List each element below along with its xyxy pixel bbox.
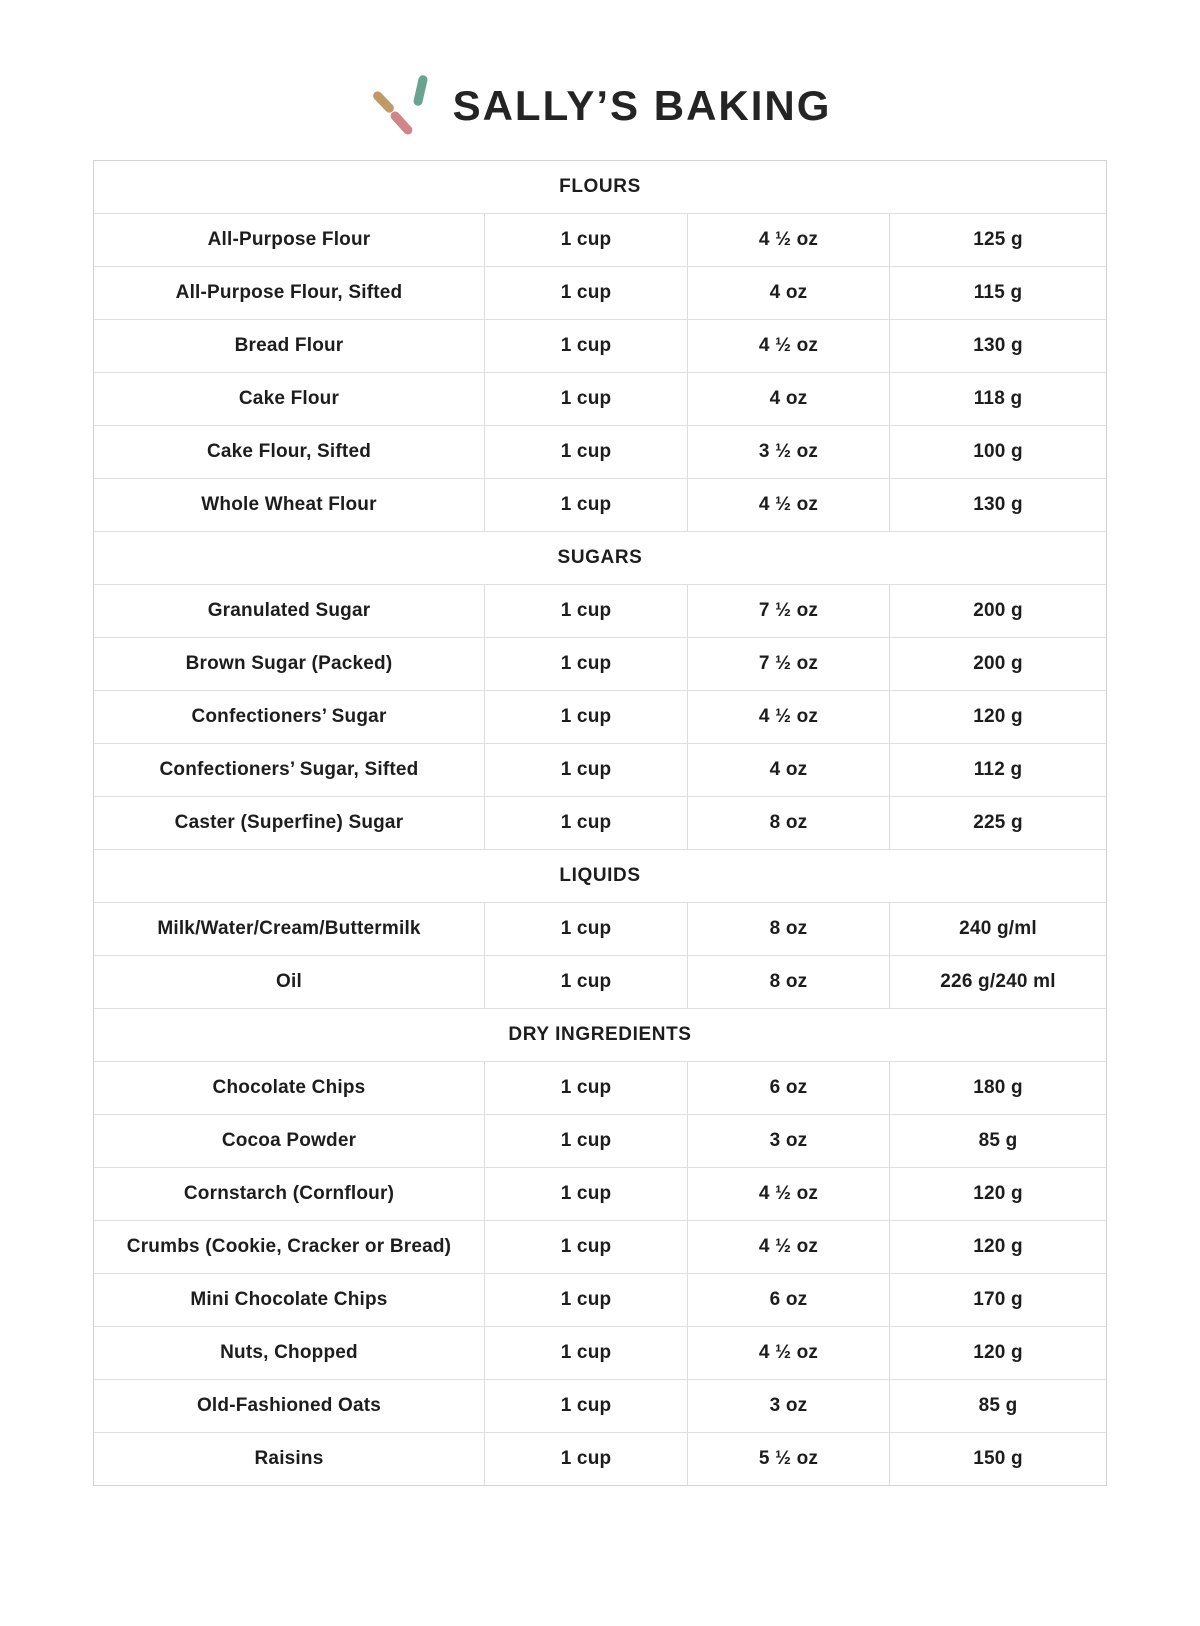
- ingredient-name: Cornstarch (Cornflour): [183, 1183, 395, 1204]
- ounces-value: 4 ½ oz: [687, 479, 889, 531]
- ounces-value: 4 oz: [687, 744, 889, 796]
- ounces-value: 3 oz: [687, 1380, 889, 1432]
- table-row: [94, 743, 1106, 796]
- ounces-value: 3 ½ oz: [687, 426, 889, 478]
- grams-value: 200 g: [889, 638, 1106, 690]
- ingredient-name: Old-Fashioned Oats: [196, 1395, 382, 1416]
- grams-value: 130 g: [889, 320, 1106, 372]
- ingredient-name: Crumbs (Cookie, Cracker or Bread): [126, 1236, 452, 1257]
- volume-value: 1 cup: [484, 797, 687, 849]
- volume-value: 1 cup: [484, 373, 687, 425]
- table-row: [94, 478, 1106, 531]
- volume-value: 1 cup: [484, 267, 687, 319]
- ingredient-name: Nuts, Chopped: [220, 1342, 358, 1363]
- volume-value: 1 cup: [484, 479, 687, 531]
- ounces-value: 4 oz: [687, 373, 889, 425]
- grams-value: 200 g: [889, 585, 1106, 637]
- ingredient-name: Bread Flour: [234, 335, 344, 356]
- ingredient-name: Caster (Superfine) Sugar: [174, 812, 404, 833]
- grams-value: 85 g: [889, 1115, 1106, 1167]
- section-title: LIQUIDS: [559, 865, 641, 886]
- table-row: [94, 319, 1106, 372]
- ounces-value: 7 ½ oz: [687, 585, 889, 637]
- table-row: [94, 1114, 1106, 1167]
- section-header-dry-ingredients: [94, 1008, 1106, 1061]
- ounces-value: 6 oz: [687, 1274, 889, 1326]
- ounces-value: 8 oz: [687, 903, 889, 955]
- sprinkles-icon: [369, 73, 433, 139]
- table-row: [94, 1061, 1106, 1114]
- ingredient-name: Granulated Sugar: [207, 600, 371, 621]
- ounces-value: 4 oz: [687, 267, 889, 319]
- ingredient-name: Brown Sugar (Packed): [185, 653, 393, 674]
- ingredient-name: Confectioners’ Sugar: [191, 706, 387, 727]
- section-header-flours: [94, 161, 1106, 213]
- grams-value: 115 g: [889, 267, 1106, 319]
- sprinkle-tan-icon: [371, 90, 396, 115]
- table-row: [94, 1220, 1106, 1273]
- grams-value: 170 g: [889, 1274, 1106, 1326]
- grams-value: 120 g: [889, 1221, 1106, 1273]
- table-row: [94, 1167, 1106, 1220]
- table-row: [94, 266, 1106, 319]
- volume-value: 1 cup: [484, 638, 687, 690]
- table-row: [94, 213, 1106, 266]
- ingredient-name: Cake Flour, Sifted: [206, 441, 372, 462]
- ounces-value: 4 ½ oz: [687, 1168, 889, 1220]
- ounces-value: 4 ½ oz: [687, 691, 889, 743]
- ingredient-name: Whole Wheat Flour: [201, 494, 377, 515]
- volume-value: 1 cup: [484, 1433, 687, 1485]
- table-row: [94, 1326, 1106, 1379]
- section-header-liquids: [94, 849, 1106, 902]
- logo-wordmark: SALLY’S BAKING: [452, 82, 832, 129]
- table-row: [94, 902, 1106, 955]
- grams-value: 118 g: [889, 373, 1106, 425]
- table-row: [94, 796, 1106, 849]
- volume-value: 1 cup: [484, 1062, 687, 1114]
- grams-value: 150 g: [889, 1433, 1106, 1485]
- ounces-value: 4 ½ oz: [687, 1221, 889, 1273]
- ounces-value: 4 ½ oz: [687, 1327, 889, 1379]
- grams-value: 120 g: [889, 1327, 1106, 1379]
- table-row: [94, 1432, 1106, 1485]
- ingredient-name: Raisins: [254, 1448, 324, 1469]
- volume-value: 1 cup: [484, 1115, 687, 1167]
- ounces-value: 8 oz: [687, 797, 889, 849]
- ounces-value: 5 ½ oz: [687, 1433, 889, 1485]
- conversion-table: [93, 160, 1107, 1486]
- grams-value: 130 g: [889, 479, 1106, 531]
- ingredient-name: Confectioners’ Sugar, Sifted: [159, 759, 419, 780]
- volume-value: 1 cup: [484, 214, 687, 266]
- section-title: DRY INGREDIENTS: [508, 1024, 692, 1045]
- ingredient-name: Cocoa Powder: [221, 1130, 357, 1151]
- section-title: FLOURS: [559, 176, 641, 197]
- grams-value: 240 g/ml: [889, 903, 1106, 955]
- ingredient-name: Oil: [276, 971, 302, 992]
- ingredient-name: Chocolate Chips: [212, 1077, 366, 1098]
- grams-value: 180 g: [889, 1062, 1106, 1114]
- grams-value: 85 g: [889, 1380, 1106, 1432]
- ounces-value: 7 ½ oz: [687, 638, 889, 690]
- table-row: [94, 955, 1106, 1008]
- grams-value: 112 g: [889, 744, 1106, 796]
- volume-value: 1 cup: [484, 585, 687, 637]
- volume-value: 1 cup: [484, 426, 687, 478]
- volume-value: 1 cup: [484, 903, 687, 955]
- ounces-value: 4 ½ oz: [687, 214, 889, 266]
- sprinkle-pink-icon: [388, 110, 413, 137]
- grams-value: 120 g: [889, 691, 1106, 743]
- section-title: SUGARS: [557, 547, 643, 568]
- table-row: [94, 584, 1106, 637]
- table-row: [94, 690, 1106, 743]
- grams-value: 125 g: [889, 214, 1106, 266]
- ounces-value: 4 ½ oz: [687, 320, 889, 372]
- volume-value: 1 cup: [484, 1221, 687, 1273]
- volume-value: 1 cup: [484, 744, 687, 796]
- volume-value: 1 cup: [484, 1168, 687, 1220]
- table-row: [94, 1273, 1106, 1326]
- table-row: [94, 372, 1106, 425]
- volume-value: 1 cup: [484, 956, 687, 1008]
- grams-value: 100 g: [889, 426, 1106, 478]
- table-row: [94, 637, 1106, 690]
- ingredient-name: All-Purpose Flour, Sifted: [175, 282, 403, 303]
- table-row: [94, 425, 1106, 478]
- site-header: [0, 72, 1200, 140]
- ounces-value: 6 oz: [687, 1062, 889, 1114]
- ingredient-name: Mini Chocolate Chips: [190, 1289, 388, 1310]
- grams-value: 120 g: [889, 1168, 1106, 1220]
- volume-value: 1 cup: [484, 1380, 687, 1432]
- table-row: [94, 1379, 1106, 1432]
- grams-value: 225 g: [889, 797, 1106, 849]
- ounces-value: 8 oz: [687, 956, 889, 1008]
- volume-value: 1 cup: [484, 1327, 687, 1379]
- ounces-value: 3 oz: [687, 1115, 889, 1167]
- volume-value: 1 cup: [484, 1274, 687, 1326]
- sprinkle-teal-icon: [412, 74, 428, 106]
- grams-value: 226 g/240 ml: [889, 956, 1106, 1008]
- ingredient-name: Cake Flour: [238, 388, 340, 409]
- section-header-sugars: [94, 531, 1106, 584]
- ingredient-name: All-Purpose Flour: [207, 229, 371, 250]
- ingredient-name: Milk/Water/Cream/Buttermilk: [157, 918, 421, 939]
- volume-value: 1 cup: [484, 691, 687, 743]
- volume-value: 1 cup: [484, 320, 687, 372]
